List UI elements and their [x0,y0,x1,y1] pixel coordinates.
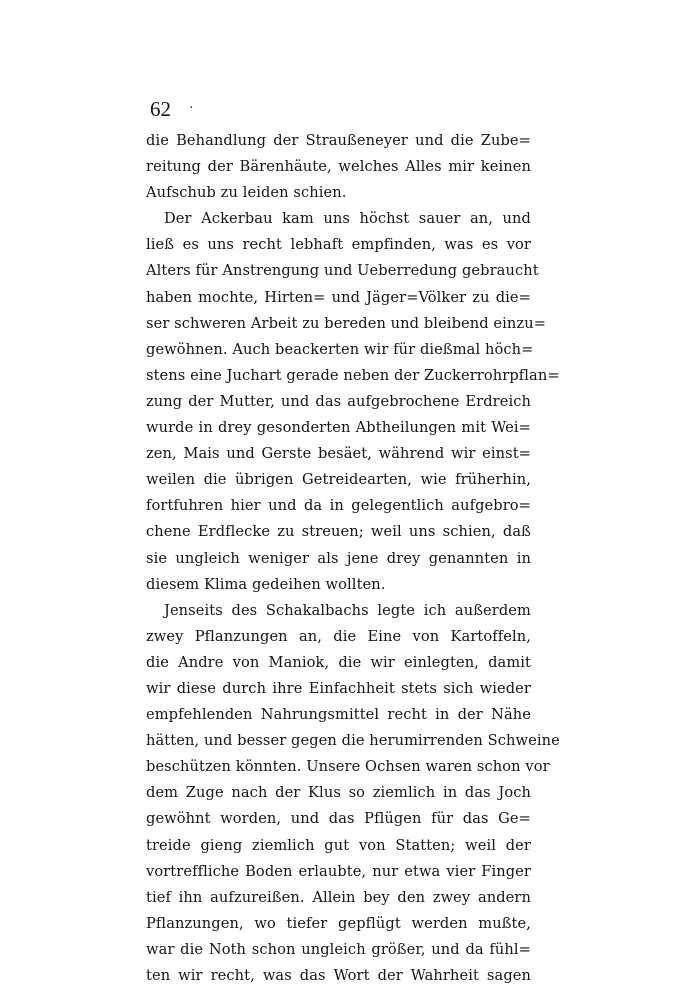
text-line: gewöhnt worden, und das Pflügen für das Ge= [146,810,531,828]
text-line: diesem Klima gedeihen wollten. [146,575,386,593]
paragraph [146,206,560,597]
text-line: zung der Mutter, und das aufgebrochene Erdreich [146,392,531,410]
text-line: reitung der Bärenhäute, welches Alles mir keinen [146,158,531,176]
text-line: weilen die übrigen Getreidearten, wie früherhin, [146,471,531,489]
text-line: dem Zuge nach der Klus so ziemlich in das Joch [146,784,531,802]
text-line: die Behandlung der Straußeneyer und die Zube= [146,132,531,149]
text-line: gewöhnen. Auch beackerten wir für dießmal höch= [146,340,534,358]
text-line: Pflanzungen, wo tiefer gepflügt werden mußte, [146,914,531,932]
text-line: stens eine Juchart gerade neben der Zuckerrohrpflan= [146,366,560,384]
text-line: ließ es uns recht lebhaft empfinden, was es vor [146,236,531,254]
text-line: Jenseits des Schakalbachs legte ich außerdem [164,601,531,619]
text-line: Alters für Anstrengung und Ueberredung gebraucht [146,262,539,280]
text-line: vortreffliche Boden erlaubte, nur etwa vier Finger [146,862,531,880]
text-block [146,128,560,989]
page-number: 62 [150,97,171,121]
text-line: tief ihn aufzureißen. Allein bey den zwey andern [146,888,531,906]
text-line: chene Erdflecke zu streuen; weil uns schien, daß [146,523,531,541]
text-line: sie ungleich weniger als jene drey genannten in [146,549,531,567]
text-line: beschützen könnten. Unsere Ochsen waren schon vor [146,758,550,776]
text-line: wurde in drey gesonderten Abtheilungen mit Wei= [146,419,531,437]
text-line: die Andre von Maniok, die wir einlegten, damit [146,653,531,671]
text-line: empfehlenden Nahrungsmittel recht in der Nähe [146,706,531,724]
text-line: fortfuhren hier und da in gelegentlich aufgebro= [146,497,531,515]
text-line: Aufschub zu leiden schien. [146,184,347,202]
text-line: Der Ackerbau kam uns höchst sauer an, und [164,210,531,228]
text-line: ten wir recht, was das Wort der Wahrheit sagen [146,967,531,984]
text-line: war die Noth schon ungleich größer, und da fühl= [146,940,531,958]
text-line: ser schweren Arbeit zu bereden und bleibend einzu= [146,314,547,332]
text-line: wir diese durch ihre Einfachheit stets sich wieder [146,679,531,697]
text-line: zwey Pflanzungen an, die Eine von Kartoffeln, [146,627,531,645]
text-line: zen, Mais und Gerste besäet, während wir einst= [146,445,531,463]
page-number-mark: · [189,101,194,116]
text-line: haben mochte, Hirten= und Jäger=Völker zu die= [146,288,531,306]
paragraph [146,128,531,206]
text-line: hätten, und besser gegen die herumirrenden Schweine [146,732,560,750]
paragraph [146,598,560,989]
text-line: treide gieng ziemlich gut von Statten; weil der [146,836,531,854]
